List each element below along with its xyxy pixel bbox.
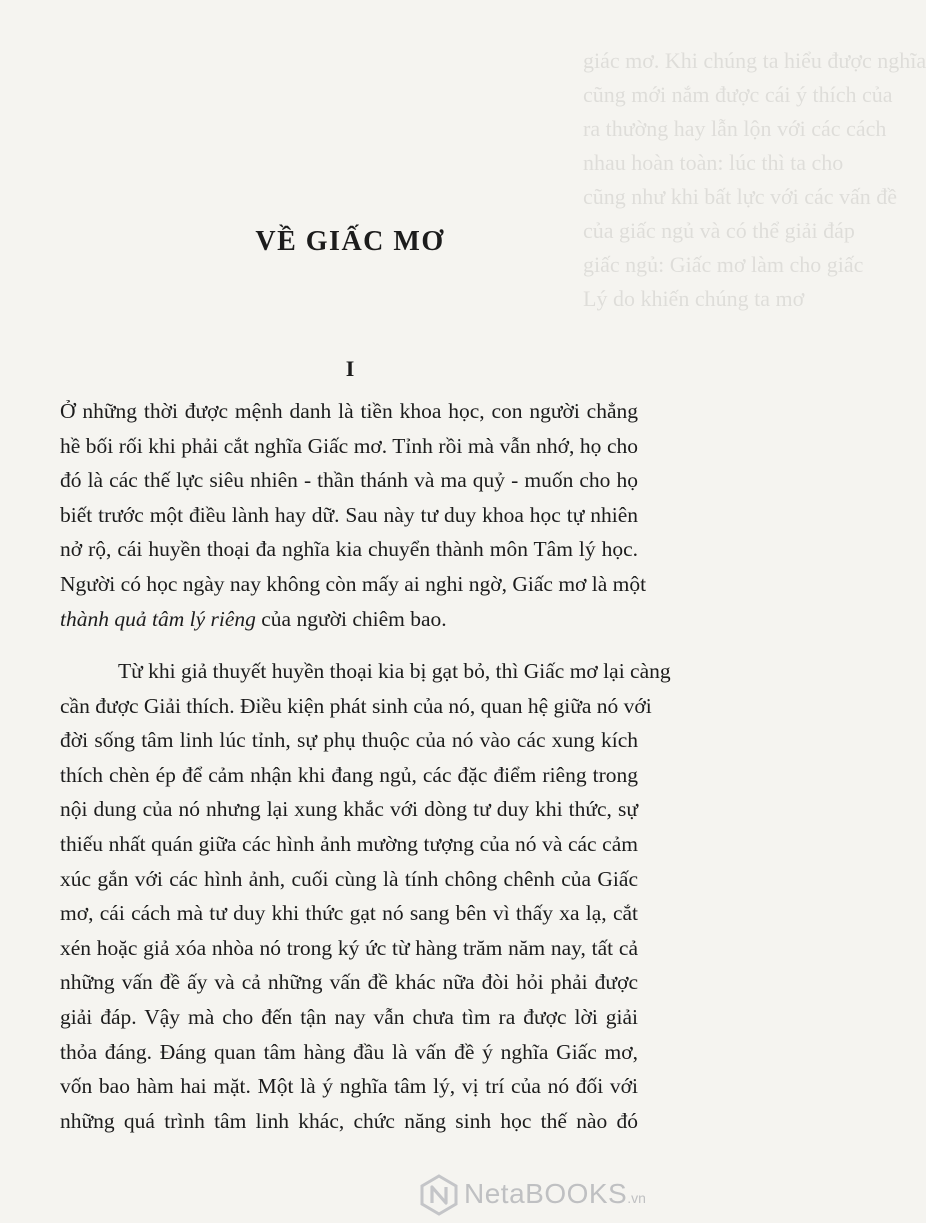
text-line: hề bối rối khi phải cắt nghĩa Giấc mơ. Tỉnh rồi mà vẫn nhớ, họ cho xyxy=(60,433,638,458)
bleed-through-line: giấc ngủ: Giấc mơ làm cho giấc xyxy=(583,252,864,277)
bleed-through-line: cũng mới nắm được cái ý thích của xyxy=(583,82,893,107)
text-line: biết trước một điều lành hay dữ. Sau này tư duy khoa học tự nhiên xyxy=(60,502,638,527)
text-line: mơ, cái cách mà tư duy khi thức gạt nó sang bên vì thấy xa lạ, cắt xyxy=(60,901,638,926)
text-line: xúc gắn với các hình ảnh, cuối cùng là tính chông chênh của Giấc xyxy=(60,866,638,891)
text-line: Ở những thời được mệnh danh là tiền khoa học, con người chẳng xyxy=(60,399,638,423)
paragraph-2 xyxy=(60,654,671,1138)
text-line: giải đáp. Vậy mà cho đến tận nay vẫn chưa tìm ra được lời giải xyxy=(60,1004,638,1029)
neta-logo-icon xyxy=(418,1174,460,1216)
watermark-brand: NetaBOOKS xyxy=(464,1178,628,1209)
text-line: cần được Giải thích. Điều kiện phát sinh của nó, quan hệ giữa nó với xyxy=(60,693,652,718)
text-line: Từ khi giả thuyết huyền thoại kia bị gạt bỏ, thì Giấc mơ lại càng xyxy=(118,659,671,683)
bleed-through-line: của giấc ngủ và có thể giải đáp xyxy=(583,218,855,243)
section-number: I xyxy=(345,356,355,381)
bleed-through-text xyxy=(583,44,926,316)
bleed-through-line: ra thường hay lẫn lộn với các cách xyxy=(583,116,887,141)
text-line: xén hoặc giả xóa nhòa nó trong ký ức từ hàng trăm năm nay, tất cả xyxy=(60,935,638,960)
bleed-through-line: Lý do khiến chúng ta mơ xyxy=(583,286,805,311)
text-line: những quá trình tâm linh khác, chức năng sinh học thế nào đó xyxy=(60,1108,638,1133)
netabooks-watermark xyxy=(418,1170,698,1218)
italic-phrase: thành quả tâm lý riêng xyxy=(60,606,256,631)
bleed-through-line: nhau hoàn toàn: lúc thì ta cho xyxy=(583,150,844,175)
text-line: những vấn đề ấy và cả những vấn đề khác nữa đòi hỏi phải được xyxy=(60,970,638,995)
watermark-text xyxy=(464,1178,646,1210)
bleed-through-line: giác mơ. Khi chúng ta hiểu được nghĩa xyxy=(583,48,926,73)
text-line: đời sống tâm linh lúc tỉnh, sự phụ thuộc của nó vào các xung kích xyxy=(60,728,638,753)
bleed-through-line: cũng như khi bất lực với các vấn đề xyxy=(583,184,898,209)
paragraph-1 xyxy=(60,394,647,636)
text-line: vốn bao hàm hai mặt. Một là ý nghĩa tâm lý, vị trí của nó đối với xyxy=(60,1074,638,1099)
chapter-title: VỀ GIẤC MƠ xyxy=(255,226,445,257)
watermark-suffix: .vn xyxy=(627,1190,646,1206)
text-line: thiếu nhất quán giữa các hình ảnh mường tượng của nó và các cảm xyxy=(60,831,638,856)
text-line-last xyxy=(60,602,638,637)
text-line: nở rộ, cái huyền thoại đa nghĩa kia chuyển thành môn Tâm lý học. xyxy=(60,537,638,562)
text-line: thích chèn ép để cảm nhận khi đang ngủ, các đặc điểm riêng trong xyxy=(60,762,638,787)
text-line: Người có học ngày nay không còn mấy ai nghi ngờ, Giấc mơ là một xyxy=(60,571,647,596)
text-fragment: của người chiêm bao. xyxy=(255,606,447,631)
text-line: đó là các thế lực siêu nhiên - thần thánh và ma quỷ - muốn cho họ xyxy=(60,468,638,493)
text-line: thỏa đáng. Đáng quan tâm hàng đầu là vấn đề ý nghĩa Giấc mơ, xyxy=(60,1039,638,1064)
text-line: nội dung của nó nhưng lại xung khắc với dòng tư duy khi thức, sự xyxy=(60,797,638,822)
